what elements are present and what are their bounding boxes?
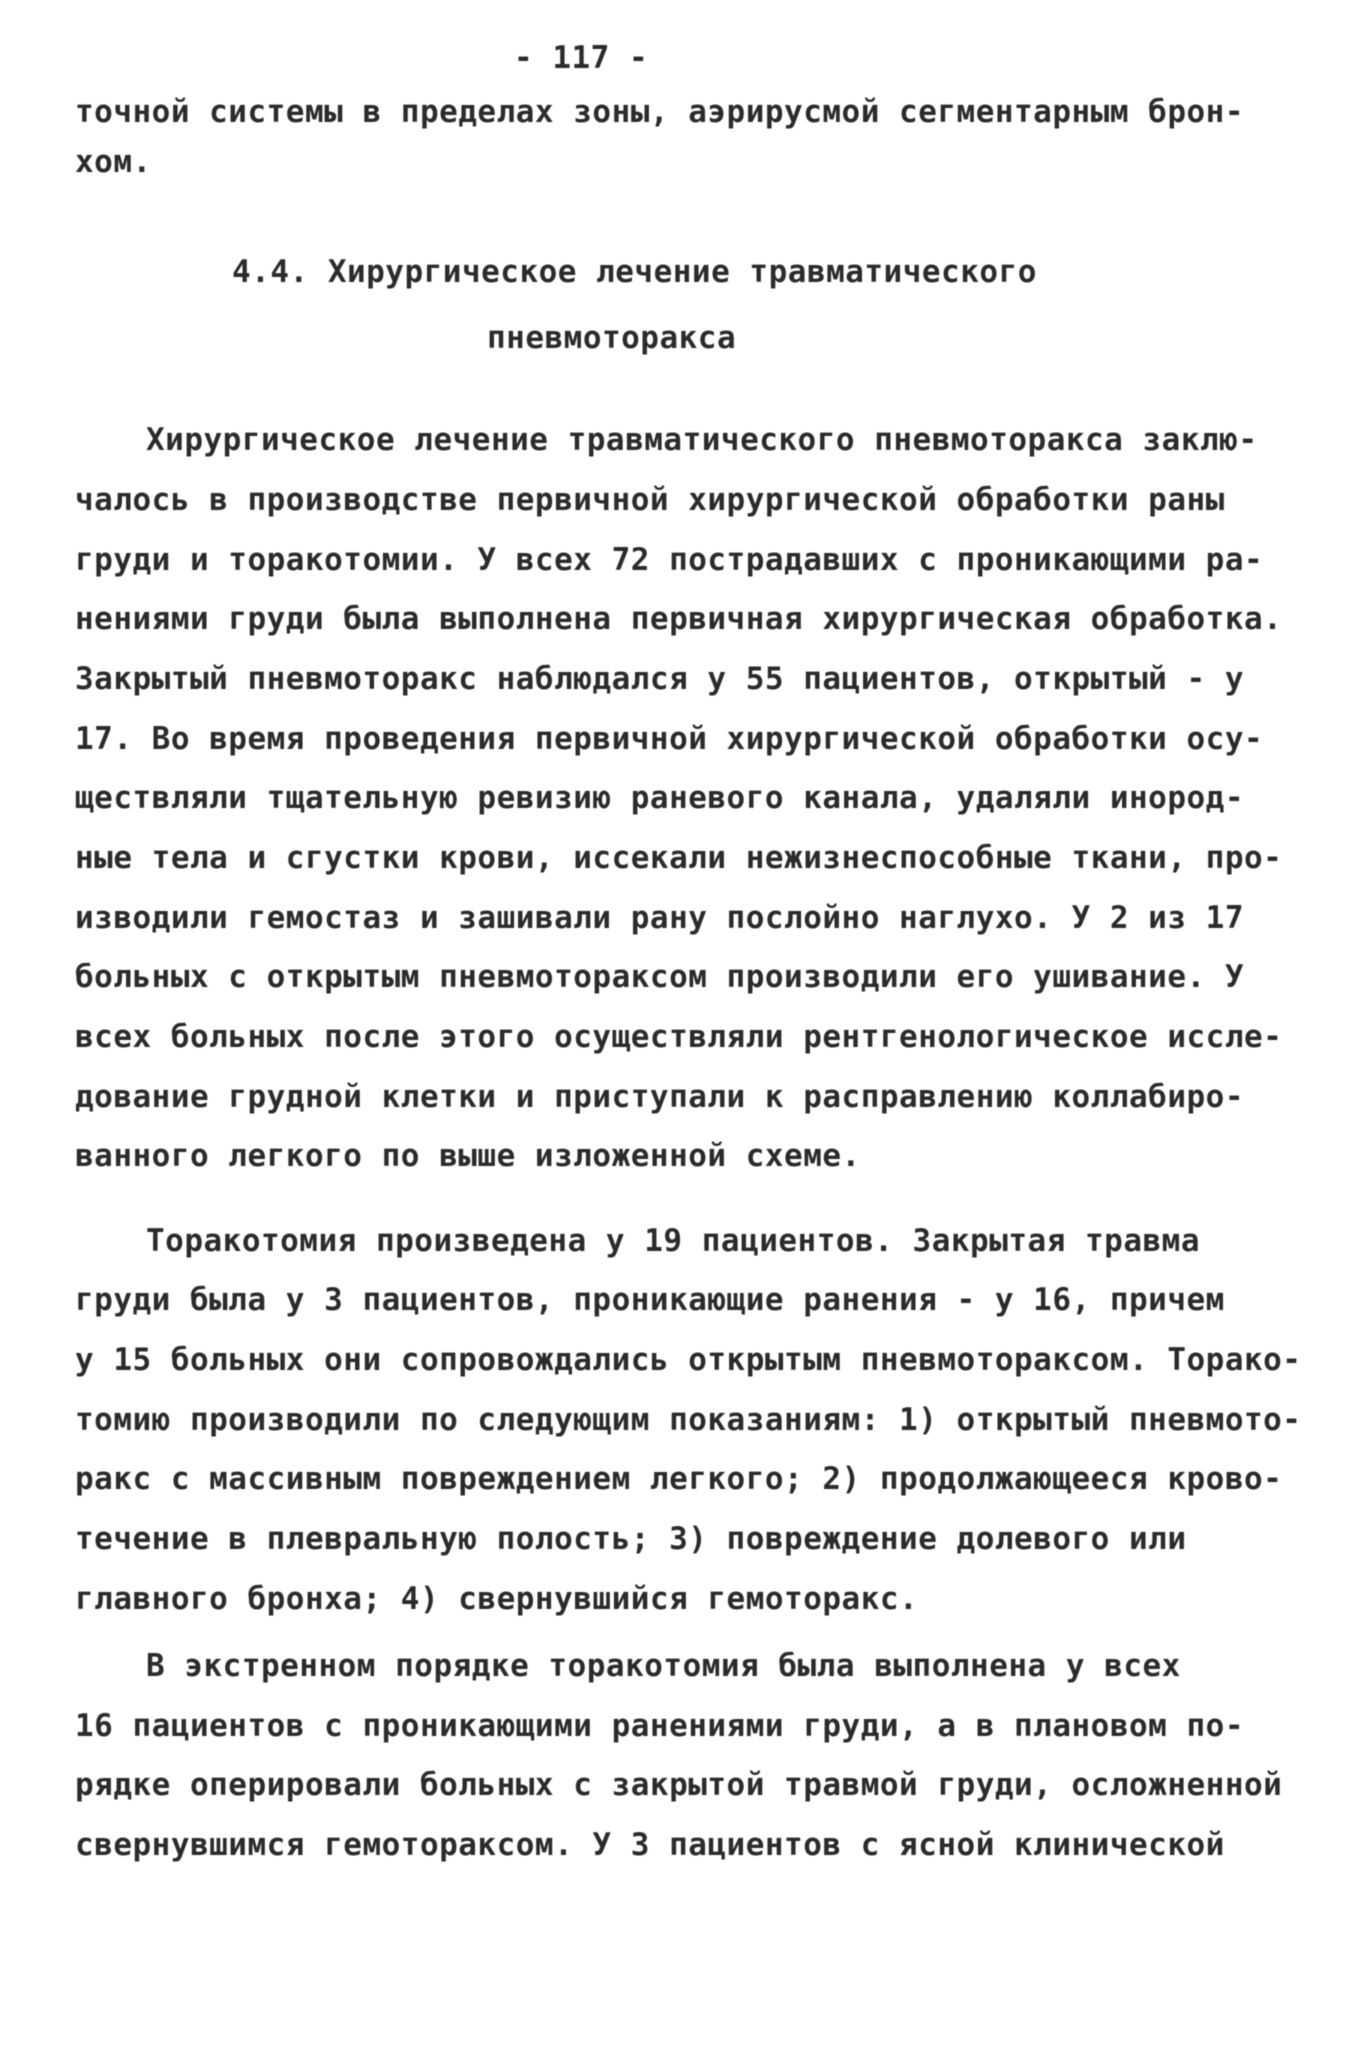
text-line: течение в плевральную полость; 3) повреждение долевого или	[75, 1521, 1187, 1557]
text-line: больных с открытым пневмотораксом производили его ушивание. У	[75, 959, 1244, 995]
text-line: свернувшимся гемотораксом. У 3 пациентов с ясной клинической	[75, 1827, 1225, 1863]
page-number: - 117 -	[514, 40, 649, 76]
text-line: 16 пациентов с проникающими ранениями груди, а в плановом по-	[75, 1708, 1244, 1744]
text-line: дование грудной клетки и приступали к расправлению коллабиро-	[75, 1079, 1244, 1115]
text-line: ванного легкого по выше изложенной схеме.	[75, 1138, 861, 1174]
text-line: груди и торакотомии. У всех 72 пострадавших с проникающими ра-	[75, 542, 1264, 578]
text-line: Торакотомия произведена у 19 пациентов. Закрытая травма	[146, 1223, 1200, 1259]
text-line: чалось в производстве первичной хирургической обработки раны	[75, 482, 1225, 518]
text-line: ные тела и сгустки крови, иссекали нежизнеспособные ткани, про-	[75, 840, 1283, 876]
text-line: ществляли тщательную ревизию раневого канала, удаляли инород-	[75, 780, 1244, 816]
text-line: хом.	[75, 144, 152, 180]
text-line: 17. Во время проведения первичной хирургической обработки осу-	[75, 721, 1264, 757]
text-line: груди была у 3 пациентов, проникающие ранения - у 16, причем	[75, 1282, 1225, 1318]
text-line: всех больных после этого осуществляли рентгенологическое иссле-	[75, 1019, 1283, 1055]
text-line: главного бронха; 4) свернувшийся гемоторакс.	[75, 1581, 919, 1617]
text-line: В экстренном порядке торакотомия была выполнена у всех	[146, 1648, 1181, 1684]
text-line: Хирургическое лечение травматического пневмоторакса заклю-	[146, 422, 1258, 458]
section-heading: 4.4. Хирургическое лечение травматического	[232, 254, 1037, 290]
text-line: Закрытый пневмоторакс наблюдался у 55 пациентов, открытый - у	[75, 661, 1244, 697]
text-line: изводили гемостаз и зашивали рану послойно наглухо. У 2 из 17	[75, 900, 1244, 936]
text-line: рядке оперировали больных с закрытой травмой груди, осложненной	[75, 1767, 1283, 1803]
text-line: точной системы в пределах зоны, аэрирусмой сегментарным брон-	[75, 94, 1244, 130]
text-line: у 15 больных они сопровождались открытым пневмотораксом. Торако-	[75, 1342, 1302, 1378]
text-line: томию производили по следующим показаниям: 1) открытый пневмото-	[75, 1402, 1302, 1438]
text-line: ракс с массивным повреждением легкого; 2) продолжающееся крово-	[75, 1461, 1283, 1497]
section-heading-continued: пневмоторакса	[487, 320, 737, 356]
text-line: нениями груди была выполнена первичная хирургическая обработка.	[75, 601, 1283, 637]
